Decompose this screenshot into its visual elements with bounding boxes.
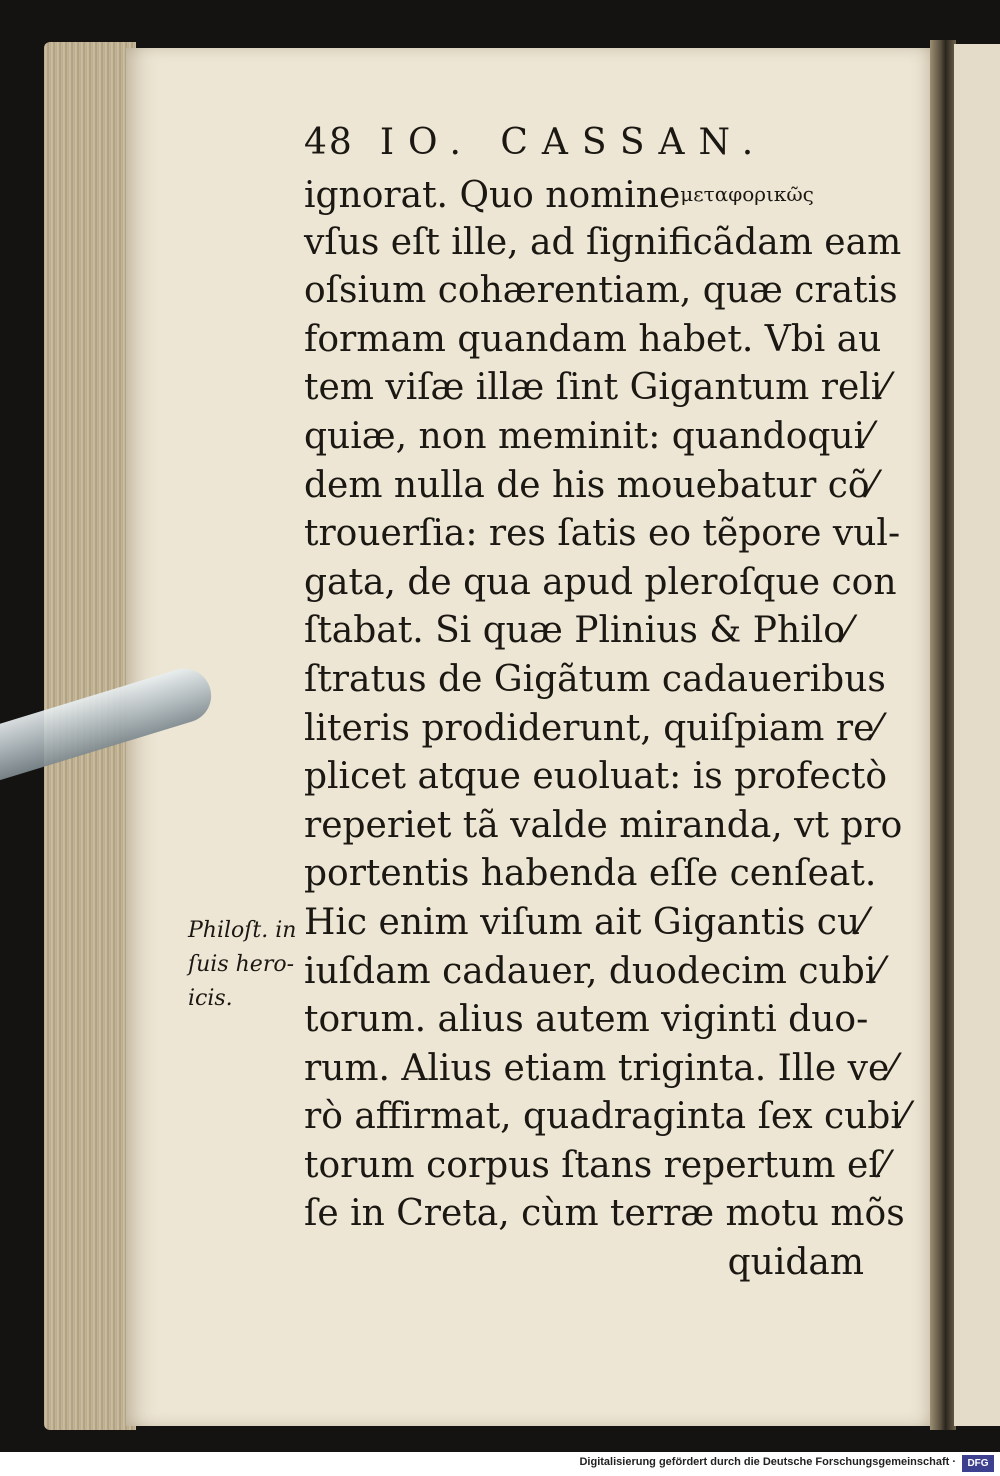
book-gutter: [930, 40, 956, 1430]
running-head: IO. CASSAN.: [379, 122, 768, 163]
text-line: ſtabat. Si quæ Plinius & Philo⁄: [304, 610, 851, 652]
text-line: [304, 170, 884, 219]
margin-note-line: icis.: [188, 986, 233, 1011]
text-line: rò affirmat, quadraginta ſex cubi⁄: [304, 1096, 908, 1138]
greek-word: μεταφορικῶς: [680, 182, 814, 206]
facing-page: [954, 44, 1000, 1426]
text-line: quiæ, non meminit: quandoqui⁄: [304, 415, 872, 457]
text-line: oſsium cohærentiam, quæ cratis: [304, 270, 898, 312]
text-line: Hic enim viſum ait Gigantis cu⁄: [304, 901, 867, 943]
text-line: dem nulla de his mouebatur cõ⁄: [304, 464, 876, 506]
text-line: literis prodiderunt, quiſpiam re⁄: [304, 707, 881, 749]
page-header: [304, 122, 884, 170]
text-line: ſtratus de Gigãtum cadaueribus: [304, 658, 886, 700]
text-line: ſe in Creta, cùm terræ motu mõs: [304, 1193, 905, 1235]
text-line: tem viſæ illæ ſint Gigantum reli⁄: [304, 367, 889, 409]
text-line: reperiet tã valde miranda, vt pro: [304, 804, 903, 846]
dfg-logo: DFG: [962, 1455, 994, 1472]
text-line: torum corpus ſtans repertum eſ⁄: [304, 1144, 888, 1186]
text-line: iuſdam cadauer, duodecim cubi⁄: [304, 950, 883, 992]
margin-note-line: Philoſt. in: [188, 918, 297, 943]
text-line: formam quandam habet. Vbi au: [304, 318, 882, 360]
text-line: vſus eſt ille, ad ſignificãdam eam: [304, 221, 902, 263]
text-line: portentis habenda eſſe cenſeat.: [304, 853, 877, 895]
text-line: torum. alius autem viginti duo-: [304, 999, 869, 1041]
margin-note: [188, 914, 308, 1016]
text-line: rum. Alius etiam triginta. Ille ve⁄: [304, 1047, 896, 1089]
text-line: trouerſia: res ſatis eo tẽpore vul-: [304, 513, 901, 555]
page-number: 48: [304, 122, 354, 163]
margin-note-line: ſuis hero-: [188, 952, 295, 977]
footer-bar: [0, 1452, 1000, 1476]
catchword: quidam: [727, 1242, 864, 1284]
text-line-content: ignorat. Quo nomine: [304, 175, 681, 216]
text-line: plicet atque euoluat: is profectò: [304, 756, 888, 798]
page-text: [304, 122, 908, 1288]
funding-notice: Digitalisierung gefördert durch die Deutsche Forschungsgemeinschaft ·: [579, 1456, 956, 1468]
text-line: gata, de qua apud pleroſque con: [304, 561, 897, 603]
